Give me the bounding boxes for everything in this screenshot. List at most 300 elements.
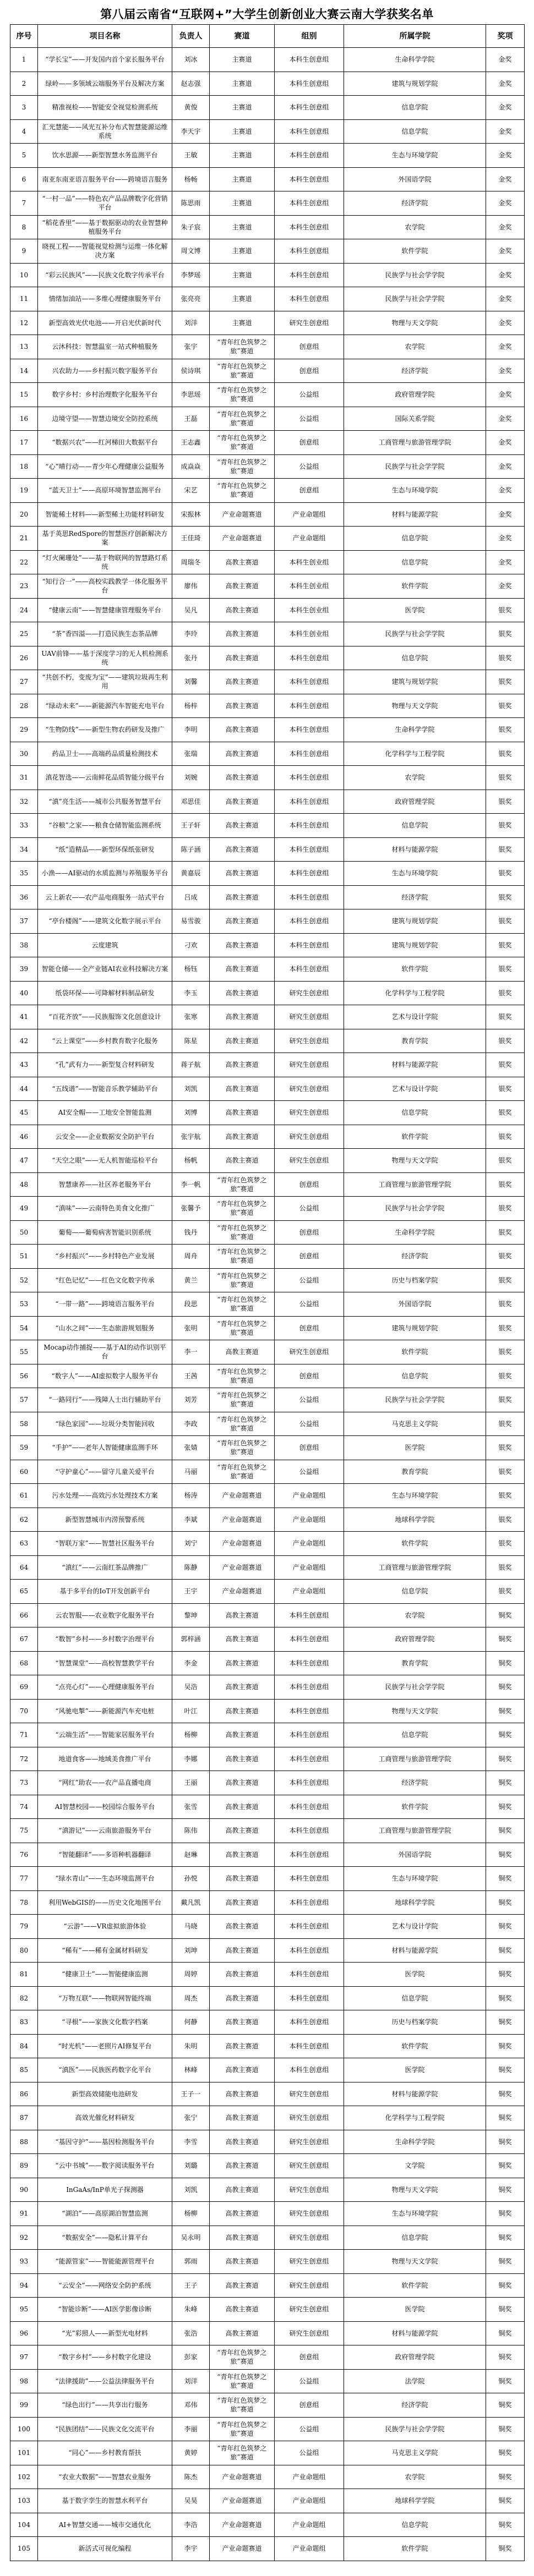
cell-track: “青年红色筑梦之旅”赛道	[210, 1220, 275, 1245]
cell-project: “滇”亮生活——城市公共服务智慧平台	[38, 790, 172, 814]
cell-leader: 周瑞冬	[172, 550, 210, 574]
cell-college: 工商管理与旅游管理学院	[344, 1555, 486, 1580]
cell-leader: 李丽	[172, 2417, 210, 2441]
cell-leader: 马晓	[172, 1915, 210, 1939]
cell-college: 工商管理与旅游管理学院	[344, 1172, 486, 1197]
cell-project: UAV前锋——基于深度学习的无人机检测系统	[38, 646, 172, 670]
table-row	[10, 383, 525, 407]
cell-no: 57	[10, 1388, 38, 1412]
table-row	[10, 1819, 525, 1843]
cell-group: 本科生创业组	[275, 550, 344, 574]
cell-award: 铜奖	[486, 1747, 525, 1771]
cell-track: 高教主赛道	[210, 2082, 275, 2106]
cell-project: “乡村振兴”——乡村特色产业发展	[38, 1245, 172, 1269]
cell-no: 95	[10, 2298, 38, 2322]
cell-no: 24	[10, 598, 38, 622]
cell-project: “时光机”——老照片AI修复平台	[38, 2034, 172, 2058]
cell-leader: 何静	[172, 2010, 210, 2035]
cell-award: 铜奖	[486, 1627, 525, 1652]
cell-college: 信息学院	[344, 814, 486, 838]
table-row	[10, 1963, 525, 1987]
cell-college: 工商管理与旅游管理学院	[344, 1819, 486, 1843]
cell-track: 高教主赛道	[210, 1795, 275, 1819]
cell-no: 80	[10, 1938, 38, 1963]
cell-project: “稀有”——稀有金属材料研发	[38, 1938, 172, 1963]
cell-group: 创意组	[275, 1245, 344, 1269]
cell-leader: 廖伟	[172, 574, 210, 599]
cell-college: 物理与天文学院	[344, 311, 486, 335]
cell-award: 铜奖	[486, 2298, 525, 2322]
table-row	[10, 1867, 525, 1891]
cell-no: 1	[10, 48, 38, 72]
cell-group: 公益组	[275, 1388, 344, 1412]
cell-college: 物理与天文学院	[344, 2178, 486, 2202]
cell-no: 90	[10, 2178, 38, 2202]
table-row	[10, 2226, 525, 2250]
cell-track: 高教主赛道	[210, 2010, 275, 2035]
cell-track: 高教主赛道	[210, 622, 275, 646]
table-row	[10, 407, 525, 431]
cell-college: 教育学院	[344, 1651, 486, 1675]
cell-group: 产业命题组	[275, 1532, 344, 1556]
cell-leader: 林峰	[172, 2058, 210, 2082]
cell-award: 铜奖	[486, 2441, 525, 2465]
cell-no: 21	[10, 527, 38, 551]
cell-project: 晓视工程——智能视觉检测与运维一体化解决方案	[38, 239, 172, 264]
cell-college: 建筑与规划学院	[344, 72, 486, 96]
cell-group: 本科生创业组	[275, 622, 344, 646]
table-row	[10, 1364, 525, 1388]
cell-leader: 李一	[172, 1340, 210, 1364]
document-title: 第八届云南省“互联网+”大学生创新创业大赛云南大学获奖名单	[100, 8, 434, 21]
cell-college: 马克思主义学院	[344, 2441, 486, 2465]
header-award: 奖项	[486, 25, 525, 48]
cell-award: 银奖	[486, 933, 525, 957]
cell-no: 3	[10, 96, 38, 120]
cell-leader: 李梦瑶	[172, 263, 210, 287]
cell-track: 高教主赛道	[210, 2321, 275, 2345]
cell-track: 高教主赛道	[210, 2178, 275, 2202]
table-row	[10, 1101, 525, 1125]
cell-college: 医学院	[344, 1436, 486, 1460]
cell-project: “绿动未来”——新能源汽车智能充电平台	[38, 694, 172, 718]
cell-no: 62	[10, 1508, 38, 1532]
cell-no: 94	[10, 2273, 38, 2298]
cell-award: 铜奖	[486, 2202, 525, 2226]
cell-leader: 段思	[172, 1292, 210, 1317]
cell-leader: 黄兰	[172, 1268, 210, 1292]
cell-group: 产业命题组	[275, 1484, 344, 1508]
cell-college: 信息学院	[344, 527, 486, 551]
cell-project: “风驰电掣”——新能源汽车充电桩	[38, 1699, 172, 1723]
table-row	[10, 1771, 525, 1795]
table-row	[10, 2154, 525, 2178]
cell-track: “青年红色筑梦之旅”赛道	[210, 383, 275, 407]
cell-track: 高教主赛道	[210, 1149, 275, 1173]
cell-group: 公益组	[275, 2441, 344, 2465]
cell-project: “云安全”——网络安全防护系统	[38, 2273, 172, 2298]
cell-track: 高教主赛道	[210, 2154, 275, 2178]
cell-leader: 朱明	[172, 2034, 210, 2058]
cell-leader: 张馨予	[172, 1197, 210, 1221]
cell-project: “能源管家”——智能能源管理平台	[38, 2250, 172, 2274]
cell-leader: 李天宇	[172, 119, 210, 144]
cell-group: 公益组	[275, 383, 344, 407]
cell-award: 金奖	[486, 479, 525, 503]
cell-college: 材料与能源学院	[344, 1053, 486, 1077]
cell-award: 铜奖	[486, 1699, 525, 1723]
cell-no: 37	[10, 909, 38, 934]
cell-leader: 李思瑶	[172, 383, 210, 407]
cell-track: 产业命题赛道	[210, 1532, 275, 1556]
cell-award: 铜奖	[486, 1651, 525, 1675]
header-college: 所属学院	[344, 25, 486, 48]
cell-award: 银奖	[486, 1101, 525, 1125]
cell-award: 金奖	[486, 407, 525, 431]
table-row	[10, 527, 525, 551]
table-row	[10, 909, 525, 934]
table-row	[10, 72, 525, 96]
cell-leader: 蒋子航	[172, 1053, 210, 1077]
cell-track: “青年红色筑梦之旅”赛道	[210, 1172, 275, 1197]
cell-award: 铜奖	[486, 1890, 525, 1915]
cell-no: 87	[10, 2106, 38, 2130]
cell-no: 92	[10, 2226, 38, 2250]
cell-award: 铜奖	[486, 1843, 525, 1867]
cell-project: “云游”——VR虚拟旅游体验	[38, 1915, 172, 1939]
cell-no: 73	[10, 1771, 38, 1795]
cell-leader: 王子一	[172, 2082, 210, 2106]
cell-project: 云农智服——农业数字化服务平台	[38, 1603, 172, 1627]
cell-no: 28	[10, 694, 38, 718]
cell-no: 72	[10, 1747, 38, 1771]
cell-leader: 王茜	[172, 1364, 210, 1388]
cell-no: 39	[10, 957, 38, 982]
cell-no: 32	[10, 790, 38, 814]
cell-college: 软件学院	[344, 2273, 486, 2298]
cell-track: 产业命题赛道	[210, 2537, 275, 2561]
cell-project: “智能翻译”——多语种机器翻译	[38, 1843, 172, 1867]
cell-award: 铜奖	[486, 1723, 525, 1747]
cell-track: “青年红色筑梦之旅”赛道	[210, 431, 275, 455]
cell-group: 本科生创意组	[275, 167, 344, 191]
cell-group: 研究生创意组	[275, 981, 344, 1005]
cell-no: 50	[10, 1220, 38, 1245]
cell-project: “茶”香四溢——打造民族生态茶品牌	[38, 622, 172, 646]
table-row	[10, 933, 525, 957]
cell-track: 产业命题赛道	[210, 1555, 275, 1580]
cell-project: AI智慧校园——校园综合服务平台	[38, 1795, 172, 1819]
cell-track: 高教主赛道	[210, 1627, 275, 1652]
cell-no: 42	[10, 1029, 38, 1053]
cell-group: 本科生创意组	[275, 1819, 344, 1843]
cell-college: 物理与天文学院	[344, 2250, 486, 2274]
cell-no: 22	[10, 550, 38, 574]
cell-project: “数据兴农”——红河梯田大数据平台	[38, 431, 172, 455]
cell-leader: 张浩	[172, 2321, 210, 2345]
table-row	[10, 48, 525, 72]
cell-no: 41	[10, 1005, 38, 1029]
cell-award: 银奖	[486, 1149, 525, 1173]
cell-group: 本科生创意组	[275, 72, 344, 96]
cell-no: 58	[10, 1412, 38, 1436]
cell-award: 铜奖	[486, 2489, 525, 2513]
cell-project: “湖泊”——高原湖泊智慧监测	[38, 2202, 172, 2226]
table-row	[10, 574, 525, 599]
cell-no: 70	[10, 1699, 38, 1723]
table-row	[10, 359, 525, 383]
cell-project: “一村一品”——特色农产品品牌数字化营销平台	[38, 191, 172, 216]
cell-track: 主赛道	[210, 96, 275, 120]
table-row	[10, 1843, 525, 1867]
cell-leader: 吴昊	[172, 2489, 210, 2513]
table-row	[10, 454, 525, 479]
cell-group: 创意组	[275, 2393, 344, 2418]
cell-leader: 钱丹	[172, 1220, 210, 1245]
cell-track: “青年红色筑梦之旅”赛道	[210, 2369, 275, 2393]
cell-no: 38	[10, 933, 38, 957]
cell-no: 13	[10, 335, 38, 359]
cell-award: 银奖	[486, 909, 525, 934]
table-row	[10, 2465, 525, 2489]
cell-track: “青年红色筑梦之旅”赛道	[210, 454, 275, 479]
cell-leader: 吕成	[172, 885, 210, 909]
cell-project: 纸袋环保——可降解材料制品研发	[38, 981, 172, 1005]
cell-award: 金奖	[486, 335, 525, 359]
table-row	[10, 263, 525, 287]
cell-award: 铜奖	[486, 2465, 525, 2489]
cell-group: 本科生创意组	[275, 144, 344, 168]
cell-college: 信息学院	[344, 1986, 486, 2010]
cell-no: 36	[10, 885, 38, 909]
header-no: 序号	[10, 25, 38, 48]
cell-college: 教育学院	[344, 1460, 486, 1484]
cell-award: 银奖	[486, 766, 525, 790]
cell-project: “天空之眼”——无人机智能巡检平台	[38, 1149, 172, 1173]
cell-track: 高教主赛道	[210, 2226, 275, 2250]
cell-leader: 刘洋	[172, 311, 210, 335]
cell-group: 产业命题组	[275, 1555, 344, 1580]
cell-track: 高教主赛道	[210, 2202, 275, 2226]
cell-no: 29	[10, 718, 38, 742]
table-row	[10, 1747, 525, 1771]
cell-group: 本科生创意组	[275, 96, 344, 120]
cell-project: 新型智慧城市内涝预警系统	[38, 1508, 172, 1532]
cell-leader: 李政	[172, 1412, 210, 1436]
cell-track: 高教主赛道	[210, 2130, 275, 2154]
cell-leader: 吴永明	[172, 2226, 210, 2250]
cell-project: 地道食客——地域美食推广平台	[38, 1747, 172, 1771]
cell-award: 金奖	[486, 239, 525, 264]
table-row	[10, 2441, 525, 2465]
cell-group: 公益组	[275, 1412, 344, 1436]
cell-project: “数字乡村”——乡村数字化建设	[38, 2345, 172, 2370]
cell-track: 高教主赛道	[210, 933, 275, 957]
cell-project: 新型高效储能电池研发	[38, 2082, 172, 2106]
cell-no: 55	[10, 1340, 38, 1364]
cell-award: 金奖	[486, 527, 525, 551]
cell-project: “生物防线”——新型生物农药研发及推广	[38, 718, 172, 742]
cell-award: 银奖	[486, 1292, 525, 1317]
cell-group: 创意组	[275, 1220, 344, 1245]
cell-track: “青年红色筑梦之旅”赛道	[210, 1268, 275, 1292]
cell-leader: 郭雨	[172, 2250, 210, 2274]
cell-award: 银奖	[486, 1412, 525, 1436]
cell-no: 63	[10, 1532, 38, 1556]
cell-leader: 叶江	[172, 1699, 210, 1723]
table-row	[10, 670, 525, 694]
table-row	[10, 2178, 525, 2202]
cell-college: 材料与能源学院	[344, 502, 486, 527]
table-row	[10, 2058, 525, 2082]
cell-leader: 孙悦	[172, 1867, 210, 1891]
cell-project: “同心”——乡村教育帮扶	[38, 2441, 172, 2465]
table-row	[10, 1484, 525, 1508]
cell-track: 高教主赛道	[210, 1077, 275, 1101]
cell-track: 高教主赛道	[210, 550, 275, 574]
table-row	[10, 502, 525, 527]
cell-award: 银奖	[486, 1364, 525, 1388]
cell-group: 本科生创业组	[275, 598, 344, 622]
table-row	[10, 1220, 525, 1245]
cell-project: “滇医”——民族医药数字化平台	[38, 2058, 172, 2082]
cell-project: “谷粮”之家——粮食仓储智能监测系统	[38, 814, 172, 838]
cell-project: 智能仓储——全产业链AI农业科技解决方案	[38, 957, 172, 982]
cell-no: 84	[10, 2034, 38, 2058]
cell-leader: 张丹	[172, 646, 210, 670]
cell-project: 高效光催化材料研发	[38, 2106, 172, 2130]
cell-group: 创意组	[275, 1436, 344, 1460]
table-row	[10, 2010, 525, 2035]
cell-college: 材料与能源学院	[344, 837, 486, 862]
cell-project: 兴农助力——乡村振兴数字服务平台	[38, 359, 172, 383]
cell-project: “滇游记”——云南旅游服务平台	[38, 1819, 172, 1843]
cell-no: 77	[10, 1867, 38, 1891]
cell-no: 69	[10, 1675, 38, 1700]
cell-track: 主赛道	[210, 287, 275, 311]
cell-college: 信息学院	[344, 646, 486, 670]
cell-college: 国际关系学院	[344, 407, 486, 431]
cell-leader: 周杰	[172, 1986, 210, 2010]
cell-group: 创意组	[275, 431, 344, 455]
cell-group: 本科生创意组	[275, 287, 344, 311]
cell-college: 经济学院	[344, 359, 486, 383]
cell-college: 法学院	[344, 2369, 486, 2393]
cell-project: 污水处理——高效污水处理技术方案	[38, 1484, 172, 1508]
cell-project: “滇味”——云南特色美食文化推广	[38, 1197, 172, 1221]
cell-track: 主赛道	[210, 215, 275, 239]
cell-college: 生态与环境学院	[344, 144, 486, 168]
cell-award: 金奖	[486, 359, 525, 383]
cell-award: 银奖	[486, 718, 525, 742]
cell-leader: 黎坤	[172, 1603, 210, 1627]
cell-project: “知行合一”——高校实践教学一体化服务平台	[38, 574, 172, 599]
cell-project: 药品卫士——高端药品质量检测技术	[38, 742, 172, 766]
cell-track: 高教主赛道	[210, 1890, 275, 1915]
cell-track: 高教主赛道	[210, 790, 275, 814]
cell-award: 铜奖	[486, 2058, 525, 2082]
cell-group: 研究生创意组	[275, 2321, 344, 2345]
table-row	[10, 622, 525, 646]
cell-college: 物理与天文学院	[344, 1149, 486, 1173]
cell-project: 基于数字孪生的智慧水利平台	[38, 2489, 172, 2513]
cell-track: 产业命题赛道	[210, 2513, 275, 2537]
cell-group: 创意组	[275, 2345, 344, 2370]
cell-no: 79	[10, 1915, 38, 1939]
cell-group: 本科生创意组	[275, 670, 344, 694]
cell-track: 产业命题赛道	[210, 2489, 275, 2513]
cell-project: 葡萄——葡萄病害智能识别系统	[38, 1220, 172, 1245]
cell-leader: 杨柳	[172, 1723, 210, 1747]
cell-college: 软件学院	[344, 1532, 486, 1556]
table-row	[10, 1603, 525, 1627]
cell-project: 利用WebGIS的——历史文化地图平台	[38, 1890, 172, 1915]
header-row	[10, 25, 525, 48]
cell-no: 101	[10, 2441, 38, 2465]
table-row	[10, 479, 525, 503]
cell-college: 外国语学院	[344, 167, 486, 191]
cell-award: 铜奖	[486, 1771, 525, 1795]
cell-track: 高教主赛道	[210, 1603, 275, 1627]
cell-group: 创意组	[275, 1364, 344, 1388]
cell-college: 工商管理与旅游管理学院	[344, 1747, 486, 1771]
cell-group: 本科生创意组	[275, 694, 344, 718]
cell-college: 化学科学与工程学院	[344, 2106, 486, 2130]
cell-leader: 赵琳	[172, 1843, 210, 1867]
cell-project: 数字乡村：乡村治理数字化服务平台	[38, 383, 172, 407]
cell-leader: 宋艺	[172, 479, 210, 503]
cell-group: 本科生创意组	[275, 1723, 344, 1747]
cell-track: 高教主赛道	[210, 766, 275, 790]
cell-group: 本科生创业组	[275, 574, 344, 599]
cell-track: 高教主赛道	[210, 1986, 275, 2010]
cell-no: 104	[10, 2513, 38, 2537]
cell-track: 高教主赛道	[210, 742, 275, 766]
cell-project: “点亮心灯”——心理健康服务平台	[38, 1675, 172, 1700]
cell-award: 铜奖	[486, 2010, 525, 2035]
cell-college: 软件学院	[344, 1125, 486, 1149]
cell-award: 铜奖	[486, 2082, 525, 2106]
cell-college: 教育学院	[344, 1029, 486, 1053]
cell-no: 4	[10, 119, 38, 144]
cell-award: 银奖	[486, 1077, 525, 1101]
cell-leader: 吴凡	[172, 598, 210, 622]
cell-no: 43	[10, 1053, 38, 1077]
cell-college: 生命科学学院	[344, 1220, 486, 1245]
cell-award: 铜奖	[486, 1819, 525, 1843]
cell-award: 银奖	[486, 1340, 525, 1364]
cell-group: 本科生创意组	[275, 1651, 344, 1675]
table-row	[10, 1292, 525, 1317]
cell-group: 本科生创意组	[275, 646, 344, 670]
award-table	[10, 24, 525, 2561]
cell-track: 高教主赛道	[210, 718, 275, 742]
cell-leader: 王子	[172, 2273, 210, 2298]
cell-no: 81	[10, 1963, 38, 1987]
cell-no: 27	[10, 670, 38, 694]
cell-college: 信息学院	[344, 1364, 486, 1388]
table-row	[10, 718, 525, 742]
cell-track: “青年红色筑梦之旅”赛道	[210, 1460, 275, 1484]
cell-project: “五线谱”——智能音乐教学辅助平台	[38, 1077, 172, 1101]
cell-project: “红色记忆”——红色文化数字传承	[38, 1268, 172, 1292]
cell-track: “青年红色筑梦之旅”赛道	[210, 1388, 275, 1412]
cell-college: 生态与环境学院	[344, 1484, 486, 1508]
cell-no: 76	[10, 1843, 38, 1867]
cell-award: 银奖	[486, 1388, 525, 1412]
cell-group: 研究生创意组	[275, 2082, 344, 2106]
cell-award: 铜奖	[486, 2273, 525, 2298]
